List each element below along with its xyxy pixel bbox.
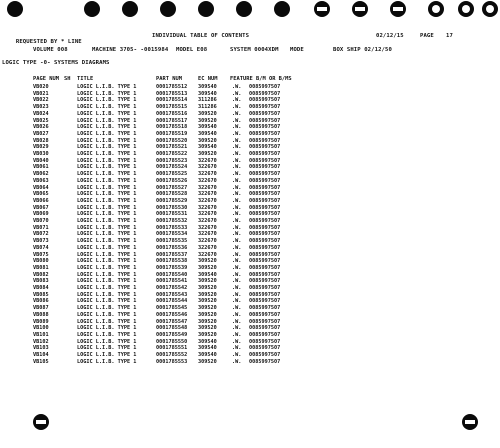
bm-cell: 0085997507	[249, 104, 281, 111]
bm-cell: 0085997507	[249, 264, 281, 271]
punch-hole-icon	[352, 1, 368, 17]
feature-cell: .W.	[232, 204, 242, 211]
bm-cell: 0085997507	[249, 338, 281, 345]
punch-hole-icon	[314, 1, 330, 17]
title-cell: LOGIC L.I.B. TYPE 1	[77, 197, 137, 204]
print-date: 02/12/15	[376, 33, 404, 39]
feature-cell: .W.	[232, 251, 242, 258]
feature-cell: .W.	[232, 137, 242, 144]
page-num-cell: VB029	[33, 144, 49, 151]
page-num-cell: VB023	[33, 104, 49, 111]
page-num-cell: VB040	[33, 157, 49, 164]
bm-cell: 0085997507	[249, 345, 281, 352]
feature-cell: .W.	[232, 291, 242, 298]
model-label: MODEL E08	[176, 47, 208, 53]
ec-num-cell: 322670	[198, 224, 217, 231]
bm-cell: 0085997507	[249, 157, 281, 164]
ec-num-cell: 309520	[198, 305, 217, 312]
punch-hole-icon	[7, 1, 23, 17]
page-num-cell: VB102	[33, 338, 49, 345]
page-num-cell: VB085	[33, 291, 49, 298]
part-num-cell: 0001785549	[156, 331, 188, 338]
document-title: INDIVIDUAL TABLE OF CONTENTS	[152, 33, 250, 39]
bm-cell: 0085997507	[249, 352, 281, 358]
feature-cell: .W.	[232, 117, 242, 124]
page-num-cell: VB028	[33, 137, 49, 144]
title-cell: LOGIC L.I.B. TYPE 1	[77, 104, 137, 111]
ec-num-cell: 309520	[198, 318, 217, 325]
punch-hole-icon	[390, 1, 406, 17]
ec-num-cell: 322670	[198, 184, 217, 191]
feature-cell: .W.	[232, 151, 242, 157]
page-num-cell: VB104	[33, 352, 49, 358]
page-num-cell: VB067	[33, 204, 49, 211]
part-num-cell: 0001785518	[156, 124, 188, 131]
col-header-ec-num: EC NUM	[198, 76, 218, 82]
bm-cell: 0085997507	[249, 238, 281, 245]
part-num-cell: 0001785553	[156, 358, 188, 365]
title-cell: LOGIC L.I.B. TYPE 1	[77, 298, 137, 305]
ec-num-cell: 322670	[198, 197, 217, 204]
title-cell: LOGIC L.I.B. TYPE 1	[77, 264, 137, 271]
bm-cell: 0085997507	[249, 318, 281, 325]
bm-cell: 0085997507	[249, 285, 281, 291]
feature-cell: .W.	[232, 231, 242, 238]
bm-cell: 0085997507	[249, 224, 281, 231]
part-num-cell: 0001785543	[156, 291, 188, 298]
bm-cell: 0085997507	[249, 278, 281, 285]
page-num-cell: VB061	[33, 164, 49, 171]
ec-num-cell: 309520	[198, 110, 217, 117]
col-header-title: TITLE	[77, 76, 94, 82]
page-num-cell: VB063	[33, 177, 49, 184]
title-cell: LOGIC L.I.B. TYPE 1	[77, 218, 137, 224]
title-cell: LOGIC L.I.B. TYPE 1	[77, 291, 137, 298]
col-header-part-num: PART NUM	[156, 76, 182, 82]
part-num-cell: 0001785532	[156, 218, 188, 224]
part-num-cell: 0001785519	[156, 130, 188, 137]
part-num-cell: 0001785517	[156, 117, 188, 124]
box-ship-label: BOX SHIP 02/12/50	[333, 47, 392, 53]
part-num-cell: 0001785515	[156, 104, 188, 111]
title-cell: LOGIC L.I.B. TYPE 1	[77, 331, 137, 338]
punch-hole-icon	[274, 1, 290, 17]
ec-num-cell: 309540	[198, 130, 217, 137]
page-num-cell: VB086	[33, 298, 49, 305]
title-cell: LOGIC L.I.B. TYPE 1	[77, 231, 137, 238]
title-cell: LOGIC L.I.B. TYPE 1	[77, 211, 137, 218]
feature-cell: .W.	[232, 224, 242, 231]
punch-hole-icon	[160, 1, 176, 17]
page-label: PAGE	[420, 33, 434, 39]
feature-cell: .W.	[232, 305, 242, 312]
title-cell: LOGIC L.I.B. TYPE 1	[77, 90, 137, 97]
feature-cell: .W.	[232, 130, 242, 137]
page-num-cell: VB073	[33, 238, 49, 245]
punch-hole-icon	[33, 414, 49, 430]
bm-cell: 0085997507	[249, 144, 281, 151]
title-cell: LOGIC L.I.B. TYPE 1	[77, 110, 137, 117]
title-cell: LOGIC L.I.B. TYPE 1	[77, 271, 137, 278]
title-cell: LOGIC L.I.B. TYPE 1	[77, 171, 137, 178]
page-num-cell: VB081	[33, 264, 49, 271]
part-num-cell: 0001785537	[156, 251, 188, 258]
bm-cell: 0085997507	[249, 311, 281, 318]
ec-num-cell: 309540	[198, 352, 217, 358]
asterisk-icon: *	[60, 39, 65, 45]
ec-num-cell: 322670	[198, 251, 217, 258]
title-cell: LOGIC L.I.B. TYPE 1	[77, 191, 137, 198]
feature-cell: .W.	[232, 171, 242, 178]
ec-num-cell: 322670	[198, 211, 217, 218]
bm-cell: 0085997507	[249, 358, 281, 365]
part-num-cell: 0001785533	[156, 224, 188, 231]
title-cell: LOGIC L.I.B. TYPE 1	[77, 318, 137, 325]
feature-cell: .W.	[232, 264, 242, 271]
title-cell: LOGIC L.I.B. TYPE 1	[77, 151, 137, 157]
bm-cell: 0085997507	[249, 244, 281, 251]
part-num-cell: 0001785550	[156, 338, 188, 345]
ec-num-cell: 322670	[198, 157, 217, 164]
page-num-cell: VB064	[33, 184, 49, 191]
ec-num-cell: 322670	[198, 164, 217, 171]
part-num-cell: 0001785527	[156, 184, 188, 191]
page-num-cell: VB030	[33, 151, 49, 157]
feature-cell: .W.	[232, 164, 242, 171]
feature-cell: .W.	[232, 278, 242, 285]
bm-cell: 0085997507	[249, 204, 281, 211]
punch-hole-icon	[482, 1, 498, 17]
punch-hole-icon	[198, 1, 214, 17]
bm-cell: 0085997507	[249, 84, 281, 90]
page-num-cell: VB021	[33, 90, 49, 97]
page-num-cell: VB105	[33, 358, 49, 365]
title-cell: LOGIC L.I.B. TYPE 1	[77, 124, 137, 131]
title-cell: LOGIC L.I.B. TYPE 1	[77, 224, 137, 231]
bm-cell: 0085997507	[249, 117, 281, 124]
part-num-cell: 0001785520	[156, 137, 188, 144]
page-num-cell: VB074	[33, 244, 49, 251]
ec-num-cell: 309520	[198, 311, 217, 318]
ec-num-cell: 311286	[198, 97, 217, 104]
bm-cell: 0085997507	[249, 211, 281, 218]
ec-num-cell: 309540	[198, 144, 217, 151]
part-num-cell: 0001785542	[156, 285, 188, 291]
part-num-cell: 0001785541	[156, 278, 188, 285]
feature-cell: .W.	[232, 318, 242, 325]
title-cell: LOGIC L.I.B. TYPE 1	[77, 258, 137, 265]
part-num-cell: 0001785531	[156, 211, 188, 218]
title-cell: LOGIC L.I.B. TYPE 1	[77, 144, 137, 151]
table-row	[0, 359, 500, 366]
bm-cell: 0085997507	[249, 291, 281, 298]
part-num-cell: 0001785551	[156, 345, 188, 352]
page-num-cell: VB066	[33, 197, 49, 204]
feature-cell: .W.	[232, 358, 242, 365]
punch-hole-icon	[428, 1, 444, 17]
feature-cell: .W.	[232, 211, 242, 218]
part-num-cell: 0001785529	[156, 197, 188, 204]
feature-cell: .W.	[232, 124, 242, 131]
punch-hole-icon	[236, 1, 252, 17]
part-num-cell: 0001785512	[156, 84, 188, 90]
feature-cell: .W.	[232, 84, 242, 90]
ec-num-cell: 309540	[198, 345, 217, 352]
title-cell: LOGIC L.I.B. TYPE 1	[77, 137, 137, 144]
page-num-cell: VB062	[33, 171, 49, 178]
bm-cell: 0085997507	[249, 331, 281, 338]
feature-cell: .W.	[232, 110, 242, 117]
ec-num-cell: 309520	[198, 151, 217, 157]
part-num-cell: 0001785534	[156, 231, 188, 238]
line-label: LINE	[67, 39, 82, 45]
punch-hole-icon	[122, 1, 138, 17]
mode-label: MODE	[290, 47, 304, 53]
part-num-cell: 0001785514	[156, 97, 188, 104]
part-num-cell: 0001785526	[156, 177, 188, 184]
ec-num-cell: 309540	[198, 124, 217, 131]
ec-num-cell: 322670	[198, 244, 217, 251]
part-num-cell: 0001785536	[156, 244, 188, 251]
title-cell: LOGIC L.I.B. TYPE 1	[77, 305, 137, 312]
feature-cell: .W.	[232, 238, 242, 245]
part-num-cell: 0001785513	[156, 90, 188, 97]
part-num-cell: 0001785523	[156, 157, 188, 164]
col-header-page-num: PAGE NUM	[33, 76, 59, 82]
ec-num-cell: 309520	[198, 325, 217, 332]
ec-num-cell: 309540	[198, 338, 217, 345]
page-num-cell: VB084	[33, 285, 49, 291]
part-num-cell: 0001785535	[156, 238, 188, 245]
part-num-cell: 0001785525	[156, 171, 188, 178]
page-num-cell: VB069	[33, 211, 49, 218]
part-num-cell: 0001785540	[156, 271, 188, 278]
top-punch-holes	[0, 1, 500, 19]
feature-cell: .W.	[232, 177, 242, 184]
part-num-cell: 0001785528	[156, 191, 188, 198]
page-num-cell: VB089	[33, 318, 49, 325]
feature-cell: .W.	[232, 285, 242, 291]
bm-cell: 0085997507	[249, 251, 281, 258]
system-label: SYSTEM 0004XDM	[230, 47, 279, 53]
part-num-cell: 0001785521	[156, 144, 188, 151]
ec-num-cell: 322670	[198, 238, 217, 245]
page-num-cell: VB065	[33, 191, 49, 198]
part-num-cell: 0001785530	[156, 204, 188, 211]
bm-cell: 0085997507	[249, 137, 281, 144]
part-num-cell: 0001785547	[156, 318, 188, 325]
page-num-cell: VB025	[33, 117, 49, 124]
ec-num-cell: 322670	[198, 171, 217, 178]
feature-cell: .W.	[232, 331, 242, 338]
volume-label: VOLUME 008	[33, 47, 68, 53]
ec-num-cell: 309520	[198, 331, 217, 338]
machine-label: MACHINE 3705- -0015984	[92, 47, 169, 53]
bm-cell: 0085997507	[249, 298, 281, 305]
page-num-cell: VB022	[33, 97, 49, 104]
title-cell: LOGIC L.I.B. TYPE 1	[77, 278, 137, 285]
ec-num-cell: 322670	[198, 204, 217, 211]
feature-cell: .W.	[232, 90, 242, 97]
bm-cell: 0085997507	[249, 164, 281, 171]
bm-cell: 0085997507	[249, 110, 281, 117]
page-num-cell: VB082	[33, 271, 49, 278]
ec-num-cell: 322670	[198, 218, 217, 224]
bm-cell: 0085997507	[249, 97, 281, 104]
page-num-cell: VB083	[33, 278, 49, 285]
page-num-cell: VB072	[33, 231, 49, 238]
title-cell: LOGIC L.I.B. TYPE 1	[77, 97, 137, 104]
title-cell: LOGIC L.I.B. TYPE 1	[77, 338, 137, 345]
part-num-cell: 0001785545	[156, 305, 188, 312]
part-num-cell: 0001785524	[156, 164, 188, 171]
page-num-cell: VB087	[33, 305, 49, 312]
page-num-cell: VB103	[33, 345, 49, 352]
bm-cell: 0085997507	[249, 177, 281, 184]
col-header-sh: SH	[64, 76, 71, 82]
ec-num-cell: 309540	[198, 90, 217, 97]
part-num-cell: 0001785516	[156, 110, 188, 117]
bm-cell: 0085997507	[249, 197, 281, 204]
bm-cell: 0085997507	[249, 151, 281, 157]
bm-cell: 0085997507	[249, 90, 281, 97]
feature-cell: .W.	[232, 345, 242, 352]
ec-num-cell: 309520	[198, 117, 217, 124]
title-cell: LOGIC L.I.B. TYPE 1	[77, 251, 137, 258]
bm-cell: 0085997507	[249, 258, 281, 265]
page-number: 17	[446, 33, 453, 39]
feature-cell: .W.	[232, 104, 242, 111]
page-num-cell: VB100	[33, 325, 49, 332]
feature-cell: .W.	[232, 184, 242, 191]
ec-num-cell: 311286	[198, 104, 217, 111]
page-num-cell: VB024	[33, 110, 49, 117]
feature-cell: .W.	[232, 338, 242, 345]
feature-cell: .W.	[232, 144, 242, 151]
feature-cell: .W.	[232, 352, 242, 358]
bm-cell: 0085997507	[249, 218, 281, 224]
punch-hole-icon	[458, 1, 474, 17]
part-num-cell: 0001785548	[156, 325, 188, 332]
ec-num-cell: 309540	[198, 271, 217, 278]
col-header-feature: FEATURE B/M OR B/MS	[230, 76, 292, 82]
title-cell: LOGIC L.I.B. TYPE 1	[77, 164, 137, 171]
title-cell: LOGIC L.I.B. TYPE 1	[77, 157, 137, 164]
bm-cell: 0085997507	[249, 325, 281, 332]
requested-by-text: REQUESTED BY	[15, 39, 61, 45]
feature-cell: .W.	[232, 197, 242, 204]
bm-cell: 0085997507	[249, 191, 281, 198]
feature-cell: .W.	[232, 311, 242, 318]
title-cell: LOGIC L.I.B. TYPE 1	[77, 238, 137, 245]
feature-cell: .W.	[232, 325, 242, 332]
page-num-cell: VB026	[33, 124, 49, 131]
feature-cell: .W.	[232, 271, 242, 278]
part-num-cell: 0001785538	[156, 258, 188, 265]
title-cell: LOGIC L.I.B. TYPE 1	[77, 352, 137, 358]
feature-cell: .W.	[232, 157, 242, 164]
part-num-cell: 0001785544	[156, 298, 188, 305]
part-num-cell: 0001785552	[156, 352, 188, 358]
title-cell: LOGIC L.I.B. TYPE 1	[77, 117, 137, 124]
bm-cell: 0085997507	[249, 184, 281, 191]
part-num-cell: 0001785539	[156, 264, 188, 271]
feature-cell: .W.	[232, 244, 242, 251]
title-cell: LOGIC L.I.B. TYPE 1	[77, 244, 137, 251]
part-num-cell: 0001785522	[156, 151, 188, 157]
title-cell: LOGIC L.I.B. TYPE 1	[77, 311, 137, 318]
ec-num-cell: 322670	[198, 231, 217, 238]
ec-num-cell: 322670	[198, 177, 217, 184]
title-cell: LOGIC L.I.B. TYPE 1	[77, 84, 137, 90]
title-cell: LOGIC L.I.B. TYPE 1	[77, 130, 137, 137]
title-cell: LOGIC L.I.B. TYPE 1	[77, 325, 137, 332]
feature-cell: .W.	[232, 218, 242, 224]
page-num-cell: VB075	[33, 251, 49, 258]
feature-cell: .W.	[232, 298, 242, 305]
title-cell: LOGIC L.I.B. TYPE 1	[77, 204, 137, 211]
page-num-cell: VB070	[33, 218, 49, 224]
title-cell: LOGIC L.I.B. TYPE 1	[77, 358, 137, 365]
bm-cell: 0085997507	[249, 305, 281, 312]
title-cell: LOGIC L.I.B. TYPE 1	[77, 177, 137, 184]
page-num-cell: VB027	[33, 130, 49, 137]
section-title: LOGIC TYPE -0- SYSTEMS DIAGRAMS	[2, 60, 110, 66]
bm-cell: 0085997507	[249, 130, 281, 137]
punch-hole-icon	[462, 414, 478, 430]
bm-cell: 0085997507	[249, 171, 281, 178]
page-num-cell: VB088	[33, 311, 49, 318]
ec-num-cell: 309520	[198, 291, 217, 298]
bm-cell: 0085997507	[249, 124, 281, 131]
page-num-cell: VB080	[33, 258, 49, 265]
title-cell: LOGIC L.I.B. TYPE 1	[77, 184, 137, 191]
punch-hole-icon	[84, 1, 100, 17]
ec-num-cell: 309520	[198, 358, 217, 365]
page-num-cell: VB020	[33, 84, 49, 90]
feature-cell: .W.	[232, 191, 242, 198]
page-num-cell: VB101	[33, 331, 49, 338]
feature-cell: .W.	[232, 258, 242, 265]
title-cell: LOGIC L.I.B. TYPE 1	[77, 285, 137, 291]
ec-num-cell: 309520	[198, 137, 217, 144]
ec-num-cell: 322670	[198, 191, 217, 198]
ec-num-cell: 309520	[198, 258, 217, 265]
bm-cell: 0085997507	[249, 231, 281, 238]
ec-num-cell: 309520	[198, 285, 217, 291]
bm-cell: 0085997507	[249, 271, 281, 278]
ec-num-cell: 309540	[198, 84, 217, 90]
part-num-cell: 0001785546	[156, 311, 188, 318]
ec-num-cell: 309520	[198, 298, 217, 305]
page-num-cell: VB071	[33, 224, 49, 231]
title-cell: LOGIC L.I.B. TYPE 1	[77, 345, 137, 352]
ec-num-cell: 309520	[198, 264, 217, 271]
feature-cell: .W.	[232, 97, 242, 104]
ec-num-cell: 309520	[198, 278, 217, 285]
